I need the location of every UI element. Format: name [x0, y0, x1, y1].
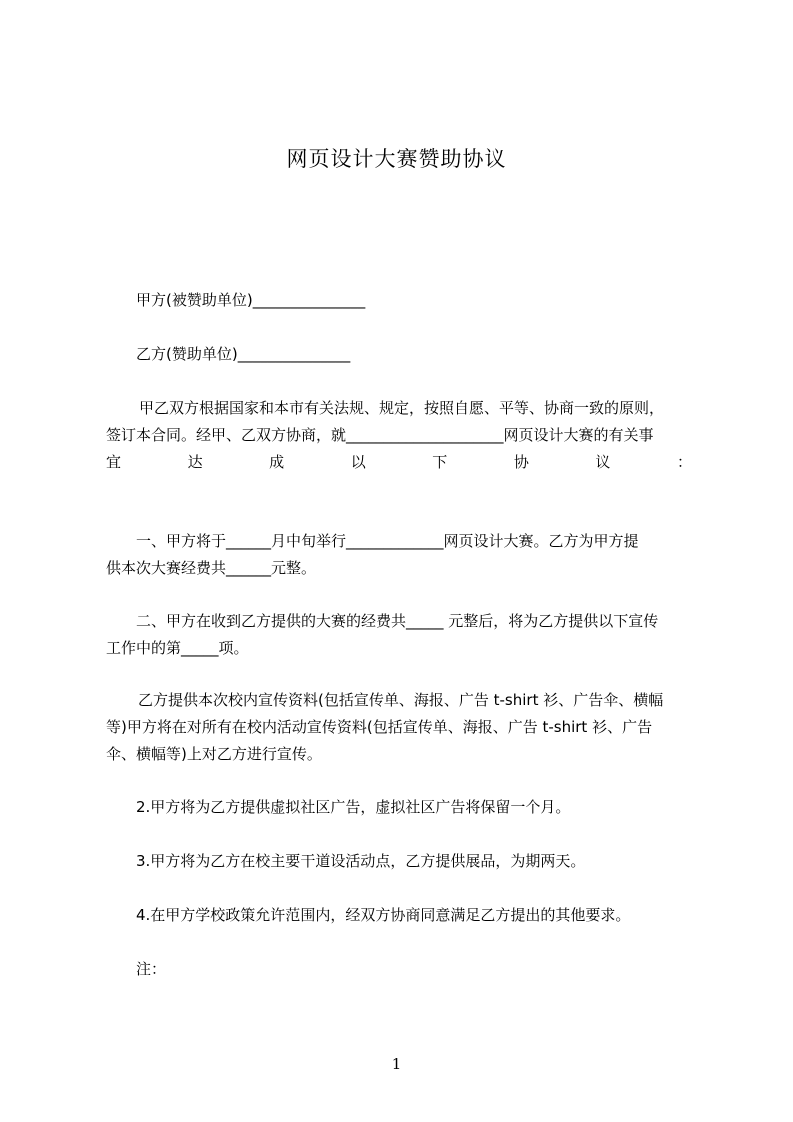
item-1-line-3: 伞、横幅等)上对乙方进行宣传。 — [106, 745, 322, 763]
item-1-line-2: 等)甲方将在对所有在校内活动宣传资料(包括宣传单、海报、广告 t-shirt 衫、广告 — [106, 718, 653, 736]
intro-line-2: 签订本合同。经甲、乙双方协商，就_____________________网页设计大赛的有关事 — [106, 426, 654, 444]
party-a-line: 甲方(被赞助单位)_______________ — [136, 291, 366, 309]
page-number: 1 — [391, 1055, 402, 1073]
item-3-line: 3.甲方将为乙方在校主要干道设活动点，乙方提供展品，为期两天。 — [136, 852, 586, 870]
clause-1-line-1: 一、甲方将于______月中旬举行_____________网页设计大赛。乙方为甲方提 — [136, 532, 639, 550]
note-label: 注： — [136, 960, 167, 978]
clause-2-line-2: 工作中的第_____项。 — [106, 639, 249, 657]
clause-1-line-2: 供本次大赛经费共______元整。 — [106, 559, 317, 577]
party-b-line: 乙方(赞助单位)_______________ — [136, 345, 351, 363]
document-title: 网页设计大赛赞助协议 — [286, 147, 507, 171]
clause-2-line-1: 二、甲方在收到乙方提供的大赛的经费共_____ 元整后，将为乙方提供以下宣传 — [136, 612, 659, 630]
item-1-line-1: 乙方提供本次校内宣传资料(包括宣传单、海报、广告 t-shirt 衫、广告伞、横幅 — [138, 691, 664, 709]
item-2-line: 2.甲方将为乙方提供虚拟社区广告，虚拟社区广告将保留一个月。 — [136, 798, 571, 816]
intro-line-3: 宜 达 成 以 下 协 议 ： — [106, 453, 692, 471]
intro-line-1: 甲乙双方根据国家和本市有关法规、规定，按照自愿、平等、协商一致的原则， — [139, 399, 665, 417]
item-4-line: 4.在甲方学校政策允许范围内，经双方协商同意满足乙方提出的其他要求。 — [136, 906, 631, 924]
